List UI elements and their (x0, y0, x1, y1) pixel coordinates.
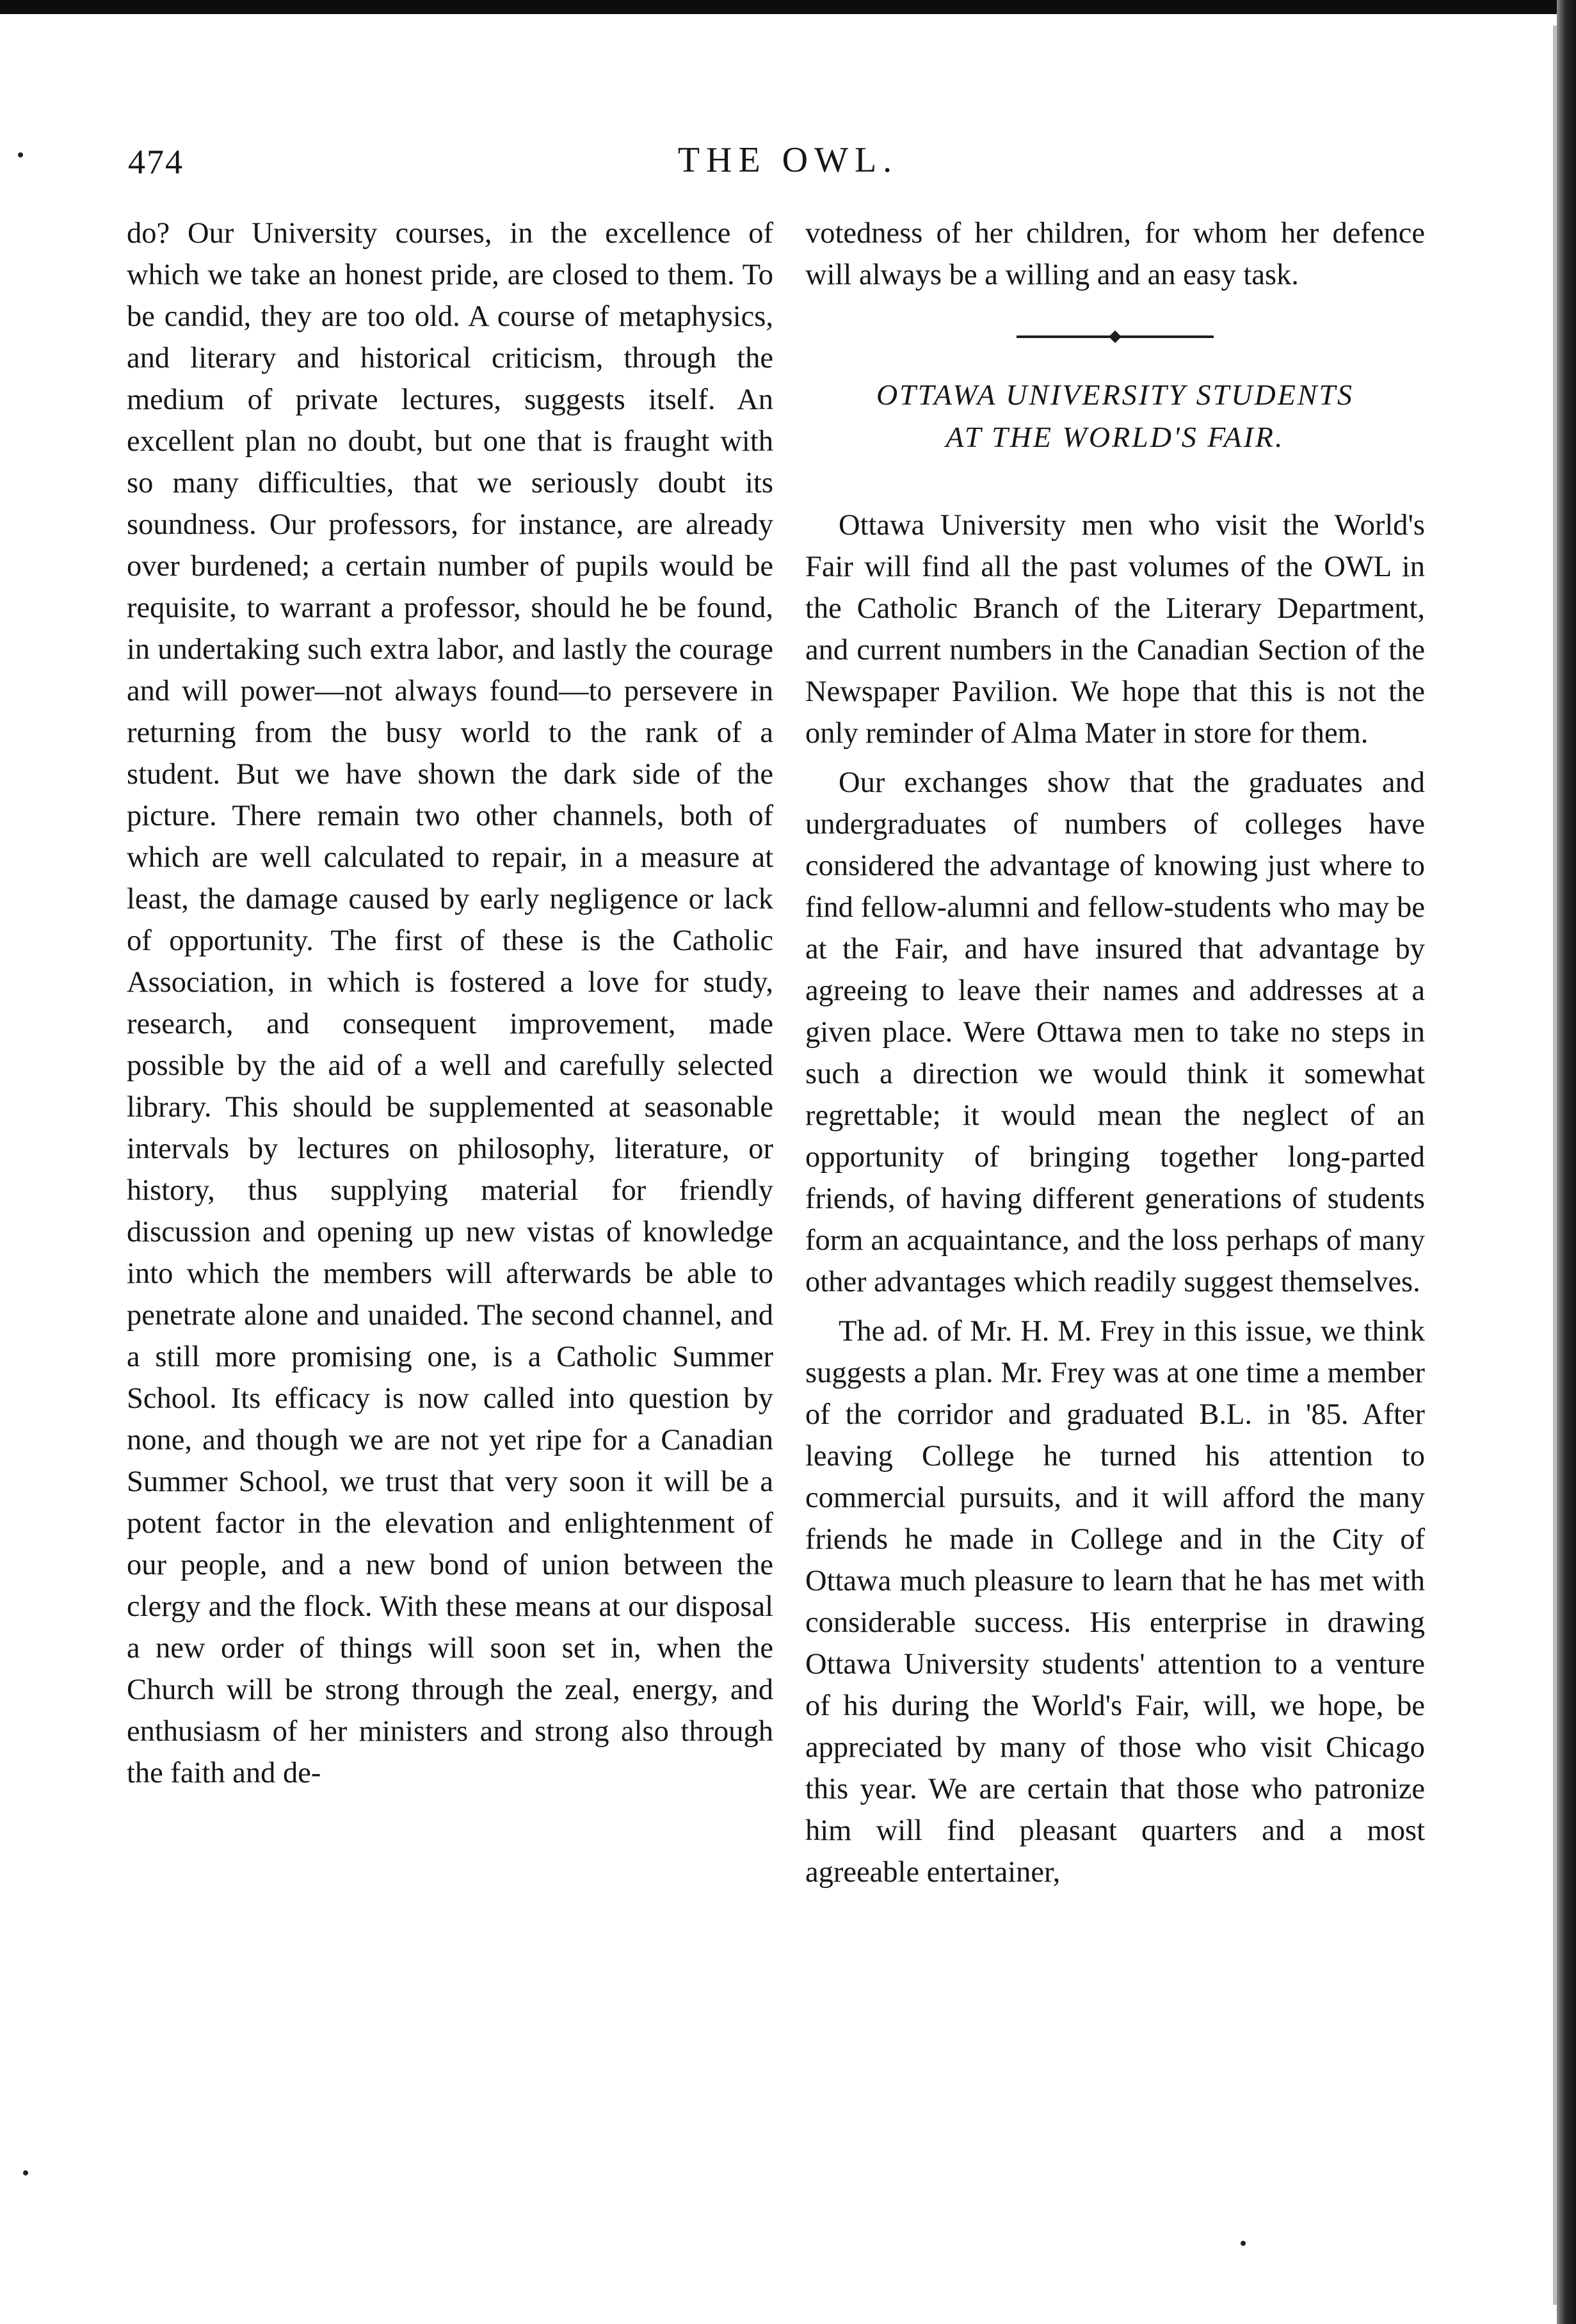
right-paragraph-3: The ad. of Mr. H. M. Frey in this issue, we think suggests a plan. Mr. Frey was at one time a member of the corridor and graduated B.L. in '85. After leaving College he turned his attention to commercial pursuits, and it will afford the many friends he made in College and in the City of Ottawa much pleasure to learn that he has met with considerable success. His enterprise in drawing Ottawa University students' attention to a venture of his during the World's Fair, will, we hope, be appreciated by many of those who visit Chicago this year. We are certain that those who patronize him will find pleasant quarters and a most agreeable entertainer, (805, 1315, 1425, 1889)
left-column (127, 213, 773, 1794)
right-paragraph-1: Ottawa University men who visit the World's Fair will find all the past volumes of the OWL in the Catholic Branch of the Literary Department, and current numbers in the Canadian Section of the Newspaper Pavilion. We hope that this is not the only reminder of Alma Mater in store for them. (805, 509, 1425, 750)
page-number: 474 (128, 143, 184, 181)
right-paragraph-2: Our exchanges show that the graduates and undergraduates of numbers of colleges have considered the advantage of knowing just where to find fellow-alumni and fellow-students who may be at the Fair, and have insured that advantage by agreeing to leave their names and addresses at a given place. Were Ottawa men to take no steps in such a direction we would think it somewhat regrettable; it would mean the neglect of an opportunity of bringing together long-parted friends, of having different generations of students form an acquaintance, and the loss perhaps of many other advantages which readily suggest themselves. (805, 766, 1425, 1298)
divider-diamond-ornament (1109, 330, 1122, 343)
left-paragraph-1: do? Our University courses, in the excellence of which we take an honest pride, are closed to them. To be candid, they are too old. A course of metaphysics, and literary and historical criticism, through the medium of private lectures, suggests itself. An excellent plan no doubt, but one that is fraught with so many difficulties, that we seriously doubt its soundness. Our professors, for instance, are already over burdened; a certain number of pupils would be requisite, to warrant a professor, should he be found, in undertaking such extra labor, and lastly the courage and will power—not always found—to persevere in returning from the busy world to the rank of a student. But we have shown the dark side of the picture. There remain two other channels, both of which are well calculated to repair, in a measure at least, the damage caused by early negligence or lack of opportunity. The first of these is the Catholic Association, in which is fostered a love for study, research, and consequent improvement, made possible by the aid of a well and carefully selected library. This should be supplemented at seasonable intervals by lectures on philosophy, literature, or history, thus supplying material for friendly discussion and opening up new vistas of knowledge into which the members will afterwards be able to penetrate alone and unaided. The second channel, and a still more promising one, is a Catholic Summer School. Its efficacy is now called into question by none, and though we are not yet ripe for a Canadian Summer School, we trust that very soon it will be a potent factor in the elevation and enlightenment of our people, and a new bond of union between the clergy and the flock. With these means at our disposal a new order of things will soon set in, when the Church will be strong through the zeal, energy, and enthusiasm of her ministers and strong also through the faith and de- (127, 217, 773, 1789)
scan-speck (23, 2170, 28, 2175)
divider-line-right (1118, 335, 1214, 338)
scan-speck (18, 152, 23, 157)
headline-line-1: OTTAWA UNIVERSITY STUDENTS (876, 378, 1355, 411)
section-divider (805, 333, 1425, 341)
running-title: THE OWL. (677, 140, 899, 180)
scan-speck (1241, 2241, 1246, 2246)
divider-line-left (1017, 335, 1113, 338)
right-column (805, 213, 1425, 1893)
top-scan-border (0, 0, 1576, 14)
continued-paragraph: votedness of her children, for whom her defence will always be a willing and an easy task. (805, 217, 1425, 291)
binding-edge (1557, 0, 1576, 2324)
headline-line-2: AT THE WORLD'S FAIR. (945, 421, 1285, 453)
article-headline (805, 374, 1425, 458)
